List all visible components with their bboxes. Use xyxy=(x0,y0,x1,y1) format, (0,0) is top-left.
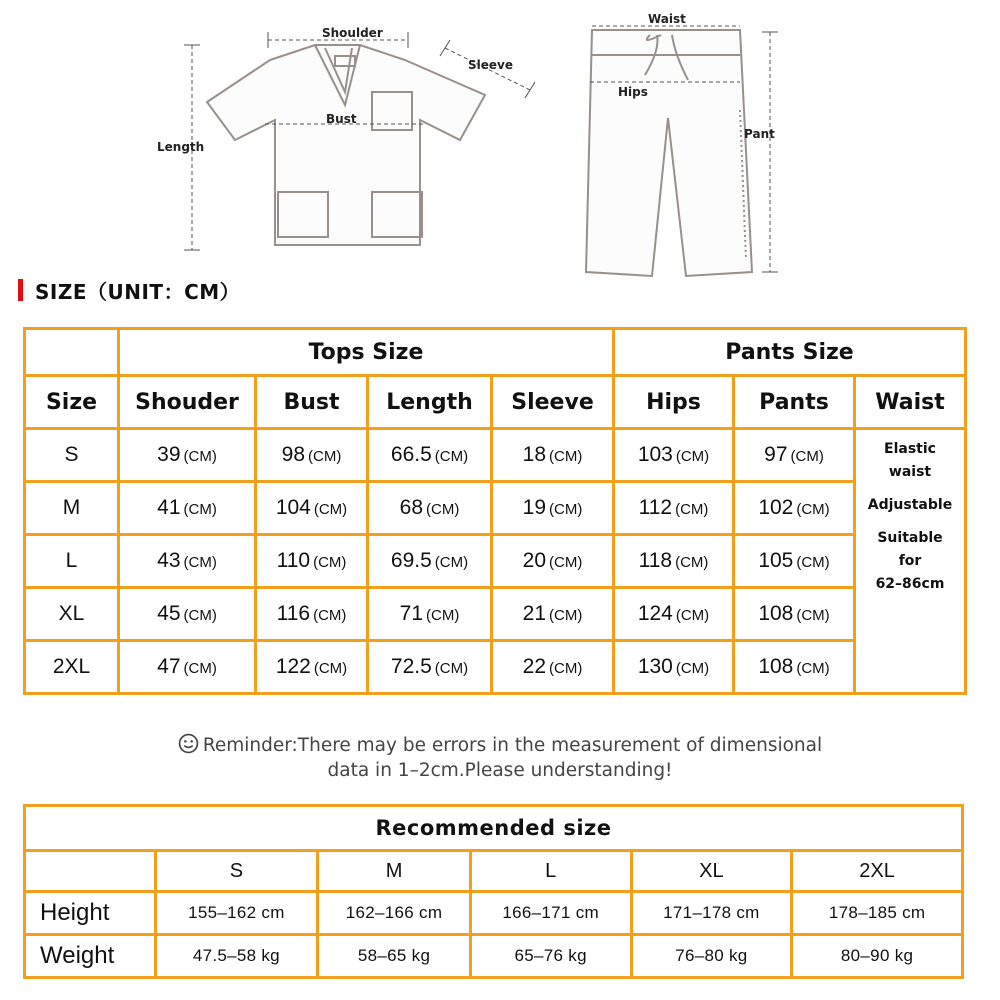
value: 45 xyxy=(157,602,181,625)
value: 18 xyxy=(522,443,547,466)
pants-cell xyxy=(734,482,855,535)
length-cell xyxy=(368,429,492,482)
unit: (CM) xyxy=(183,660,217,677)
sleeve-cell xyxy=(492,588,614,641)
length-cell xyxy=(368,482,492,535)
value: 21 xyxy=(522,602,547,625)
bust-label: Bust xyxy=(326,112,357,126)
value: 43 xyxy=(157,549,181,572)
unit: (CM) xyxy=(549,448,583,465)
unit: (CM) xyxy=(313,607,347,624)
unit: (CM) xyxy=(796,554,830,571)
weight-cell: 76–80 kg xyxy=(631,935,792,978)
height-cell: 155–162 cm xyxy=(155,892,318,935)
unit: (CM) xyxy=(313,660,348,677)
unit: (CM) xyxy=(675,660,710,677)
shoulder-cell xyxy=(119,641,256,694)
size-cell: XL xyxy=(25,588,119,641)
reminder-line-1 xyxy=(0,733,1000,758)
value: 47 xyxy=(157,655,181,678)
tops-size-header: Tops Size xyxy=(119,329,614,376)
col-length-header: Length xyxy=(368,376,492,429)
unit: (CM) xyxy=(434,660,469,677)
table-group-header-row xyxy=(25,329,966,376)
size-cell: S xyxy=(25,429,119,482)
value: 103 xyxy=(637,443,673,466)
value: 110 xyxy=(276,549,311,572)
unit: (CM) xyxy=(313,501,348,518)
hips-label: Hips xyxy=(618,85,648,99)
waist-note-line: Suitable xyxy=(877,530,943,546)
recommended-title-row xyxy=(25,806,963,851)
length-label: Length xyxy=(157,140,205,154)
corner-cell xyxy=(25,329,119,376)
table-row xyxy=(25,535,966,588)
value: 41 xyxy=(157,496,181,519)
weight-row xyxy=(25,935,963,978)
waist-note-line: waist xyxy=(888,464,932,480)
waist-note-line: 62–86cm xyxy=(875,576,945,592)
value: 22 xyxy=(522,655,547,678)
bust-cell xyxy=(256,641,368,694)
smiley-icon xyxy=(178,733,199,754)
value: 98 xyxy=(281,443,306,466)
value: 108 xyxy=(758,655,794,678)
waist-note-cell xyxy=(855,429,966,694)
hips-cell xyxy=(614,482,734,535)
unit: (CM) xyxy=(183,448,217,465)
unit: (CM) xyxy=(313,554,347,571)
shoulder-cell xyxy=(119,429,256,482)
shoulder-cell xyxy=(119,535,256,588)
value: 20 xyxy=(522,549,547,572)
unit: (CM) xyxy=(183,554,217,571)
value: 102 xyxy=(758,496,794,519)
value: 19 xyxy=(522,496,547,519)
pant-label: Pant xyxy=(744,127,775,141)
reminder-note xyxy=(0,733,1000,783)
pants-size-header: Pants Size xyxy=(614,329,966,376)
top-illustration xyxy=(207,45,485,245)
size-cell: 2XL xyxy=(25,641,119,694)
weight-cell: 80–90 kg xyxy=(792,935,963,978)
sleeve-label: Sleeve xyxy=(468,58,513,72)
value: 122 xyxy=(275,655,311,678)
value: 97 xyxy=(764,443,788,466)
unit: (CM) xyxy=(549,554,583,571)
col-bust-header: Bust xyxy=(256,376,368,429)
height-cell: 171–178 cm xyxy=(631,892,792,935)
unit: (CM) xyxy=(675,554,709,571)
unit: (CM) xyxy=(549,501,583,518)
value: 124 xyxy=(637,602,673,625)
value: 105 xyxy=(758,549,794,572)
recommended-size-row xyxy=(25,851,963,892)
value: 39 xyxy=(157,443,181,466)
col-sleeve-header: Sleeve xyxy=(492,376,614,429)
height-cell: 178–185 cm xyxy=(792,892,963,935)
size-cell: M xyxy=(25,482,119,535)
table-row xyxy=(25,641,966,694)
col-hips-header: Hips xyxy=(614,376,734,429)
size-header: XL xyxy=(631,851,792,892)
waist-note-line: for xyxy=(898,553,922,569)
bust-cell xyxy=(256,482,368,535)
value: 72.5 xyxy=(390,655,432,678)
waist-note-line: Elastic xyxy=(884,441,936,457)
value: 66.5 xyxy=(390,443,432,466)
value: 108 xyxy=(758,602,794,625)
table-row xyxy=(25,588,966,641)
unit: (CM) xyxy=(675,448,710,465)
value: 68 xyxy=(399,496,424,519)
table-row xyxy=(25,429,966,482)
unit: (CM) xyxy=(675,607,710,624)
heading-marker xyxy=(18,279,23,301)
bust-cell xyxy=(256,588,368,641)
waist-label: Waist xyxy=(648,12,686,26)
unit: (CM) xyxy=(796,660,830,677)
length-cell xyxy=(368,535,492,588)
sleeve-cell xyxy=(492,429,614,482)
unit: (CM) xyxy=(549,660,583,677)
hips-cell xyxy=(614,588,734,641)
bust-cell xyxy=(256,535,368,588)
recommended-size-table xyxy=(23,804,964,979)
value: 104 xyxy=(275,496,311,519)
shoulder-cell xyxy=(119,482,256,535)
unit: (CM) xyxy=(675,501,709,518)
col-pants-header: Pants xyxy=(734,376,855,429)
pants-cell xyxy=(734,641,855,694)
garment-diagram xyxy=(0,0,1000,290)
height-row xyxy=(25,892,963,935)
unit: (CM) xyxy=(796,607,830,624)
value: 118 xyxy=(638,549,673,572)
weight-cell: 58–65 kg xyxy=(318,935,471,978)
corner-cell xyxy=(25,851,156,892)
unit: (CM) xyxy=(434,554,469,571)
length-cell xyxy=(368,588,492,641)
sleeve-cell xyxy=(492,535,614,588)
size-table xyxy=(23,327,967,695)
size-header: L xyxy=(470,851,631,892)
value: 130 xyxy=(637,655,673,678)
unit: (CM) xyxy=(549,607,583,624)
size-header: 2XL xyxy=(792,851,963,892)
value: 112 xyxy=(638,496,673,519)
pants-cell xyxy=(734,429,855,482)
sleeve-cell xyxy=(492,482,614,535)
unit: (CM) xyxy=(308,448,342,465)
hips-cell xyxy=(614,429,734,482)
unit: (CM) xyxy=(426,607,460,624)
size-cell: L xyxy=(25,535,119,588)
pants-cell xyxy=(734,588,855,641)
heading-text: SIZE（UNIT：CM） xyxy=(35,279,241,304)
table-column-header-row xyxy=(25,376,966,429)
length-cell xyxy=(368,641,492,694)
size-unit-heading xyxy=(18,276,240,304)
col-waist-header: Waist xyxy=(855,376,966,429)
size-header: S xyxy=(155,851,318,892)
col-size-header: Size xyxy=(25,376,119,429)
height-label: Height xyxy=(25,892,156,935)
unit: (CM) xyxy=(790,448,824,465)
value: 116 xyxy=(276,602,311,625)
table-row xyxy=(25,482,966,535)
bust-cell xyxy=(256,429,368,482)
value: 71 xyxy=(399,602,424,625)
recommended-title: Recommended size xyxy=(25,806,963,851)
height-cell: 166–171 cm xyxy=(470,892,631,935)
shoulder-cell xyxy=(119,588,256,641)
pants-illustration xyxy=(586,30,752,276)
weight-cell: 47.5–58 kg xyxy=(155,935,318,978)
weight-cell: 65–76 kg xyxy=(470,935,631,978)
sleeve-cell xyxy=(492,641,614,694)
unit: (CM) xyxy=(796,501,830,518)
hips-cell xyxy=(614,641,734,694)
pants-cell xyxy=(734,535,855,588)
unit: (CM) xyxy=(434,448,469,465)
unit: (CM) xyxy=(183,607,217,624)
weight-label: Weight xyxy=(25,935,156,978)
hips-cell xyxy=(614,535,734,588)
value: 69.5 xyxy=(390,549,432,572)
col-shoulder-header: Shouder xyxy=(119,376,256,429)
waist-note-line: Adjustable xyxy=(867,497,953,513)
size-header: M xyxy=(318,851,471,892)
reminder-text-2: data in 1–2cm.Please understanding! xyxy=(327,760,673,781)
unit: (CM) xyxy=(183,501,217,518)
reminder-text-1: Reminder:There may be errors in the measurement of dimensional xyxy=(202,735,823,756)
shoulder-label: Shoulder xyxy=(322,26,383,40)
unit: (CM) xyxy=(426,501,460,518)
height-cell: 162–166 cm xyxy=(318,892,471,935)
